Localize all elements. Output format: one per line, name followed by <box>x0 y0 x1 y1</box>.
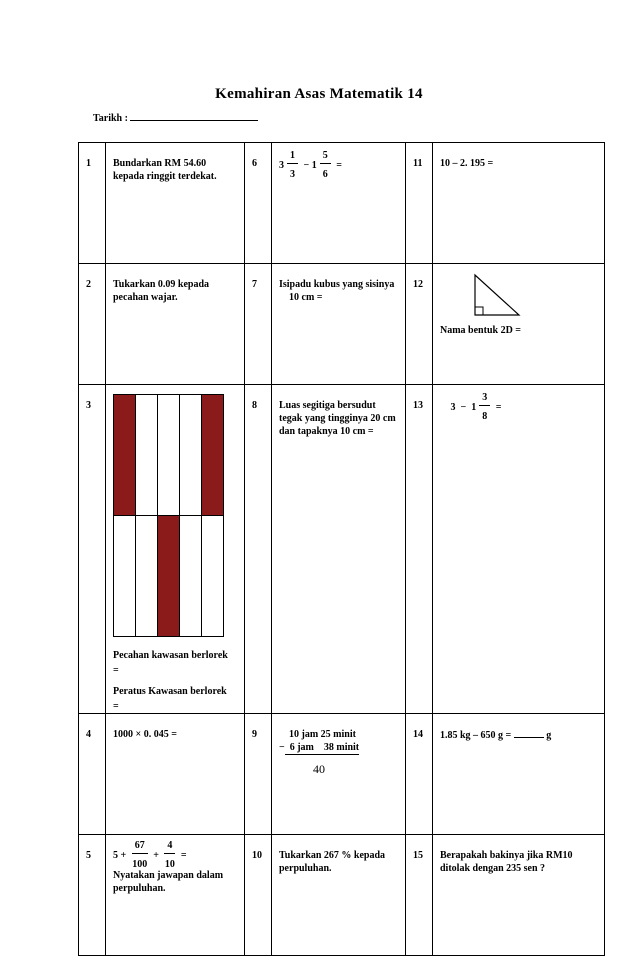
question-15-cell[interactable] <box>433 835 605 956</box>
q6-minus: − <box>303 159 310 171</box>
question-9-line2 <box>279 741 399 755</box>
question-11-cell[interactable] <box>433 143 605 264</box>
question-2-text-line1: Tukarkan 0.09 kepada <box>113 279 210 290</box>
q13-equals: = <box>495 401 502 413</box>
grid-cell <box>180 395 202 516</box>
question-number: 7 <box>245 264 272 385</box>
q6-f2-denominator: 6 <box>322 169 328 180</box>
question-9-line1: 10 jam 25 minit <box>289 729 356 740</box>
question-row <box>79 143 605 264</box>
question-7-text-line1: Isipadu kubus yang sisinya <box>279 279 395 290</box>
answer-blank[interactable] <box>514 728 544 738</box>
q6-fraction-1 <box>287 149 298 182</box>
question-8-text-line2: tegak yang tingginya 20 cm <box>279 413 396 424</box>
worksheet-title: Kemahiran Asas Matematik 14 <box>215 86 423 102</box>
q6-f1-numerator: 1 <box>287 149 298 164</box>
question-number: 15 <box>406 835 433 956</box>
q13-fraction <box>479 391 490 424</box>
question-1-text-line2: kepada ringgit terdekat. <box>113 171 217 182</box>
question-12-cell[interactable] <box>433 264 605 385</box>
question-row <box>79 385 605 714</box>
question-number: 10 <box>245 835 272 956</box>
question-3-text-line3: Peratus Kawasan berlorek <box>113 686 227 697</box>
question-10-text-line2: perpuluhan. <box>279 863 332 874</box>
q6-equals: = <box>336 159 342 171</box>
q5-lead: 5 + <box>113 849 127 861</box>
question-2-text-line2: pecahan wajar. <box>113 292 178 303</box>
grid-cell <box>136 395 158 516</box>
question-13-cell[interactable] <box>433 385 605 714</box>
question-3-text-line2: = <box>113 665 119 676</box>
q13-numerator: 3 <box>479 391 490 406</box>
shaded-grid <box>113 394 224 637</box>
grid-cell <box>202 516 224 637</box>
q6-f2-numerator: 5 <box>320 149 331 164</box>
q5-plus: + <box>153 849 159 861</box>
question-5-cell[interactable] <box>106 835 245 956</box>
question-number: 11 <box>406 143 433 264</box>
q13-whole-2: 1 <box>471 401 477 413</box>
grid-cell-shaded <box>202 395 224 516</box>
q13-denominator: 8 <box>482 411 488 422</box>
question-5-text-line2: perpuluhan. <box>113 883 166 894</box>
question-number: 9 <box>245 714 272 835</box>
grid-cell-shaded <box>114 395 136 516</box>
date-label: Tarikh : <box>93 113 128 124</box>
question-8-cell[interactable] <box>272 385 406 714</box>
q5-f2-denominator: 10 <box>164 859 175 870</box>
question-7-text-line2: 10 cm = <box>289 292 323 303</box>
question-5-text-line1: Nyatakan jawapan dalam <box>113 870 224 881</box>
question-3-text-line4: = <box>113 701 119 712</box>
question-6-cell[interactable] <box>272 143 406 264</box>
question-number: 6 <box>245 143 272 264</box>
question-1-text-line1: Bundarkan RM 54.60 <box>113 158 207 169</box>
question-4-text: 1000 × 0. 045 = <box>113 729 177 740</box>
question-15-text-line1: Berapakah bakinya jika RM10 <box>440 850 573 861</box>
q6-whole-1: 3 <box>279 159 284 171</box>
question-14-text: 1.85 kg – 650 g = <box>440 730 512 741</box>
grid-cell <box>114 516 136 637</box>
question-2-cell[interactable] <box>106 264 245 385</box>
q5-expression <box>113 839 238 869</box>
question-number: 2 <box>79 264 106 385</box>
question-number: 14 <box>406 714 433 835</box>
question-row <box>79 835 605 956</box>
question-3-text-line1: Pecahan kawasan berlorek <box>113 650 228 661</box>
q5-f2-numerator: 4 <box>164 839 175 854</box>
question-14-unit: g <box>546 730 552 741</box>
q5-fraction-2 <box>164 839 175 872</box>
question-11-text: 10 – 2. 195 = <box>440 158 494 169</box>
question-number: 12 <box>406 264 433 385</box>
q5-fraction-1 <box>132 839 148 872</box>
date-blank-line[interactable] <box>130 111 258 121</box>
q9-minus-sign: − <box>279 742 285 753</box>
grid-cell-shaded <box>158 516 180 637</box>
right-triangle-shape <box>472 273 522 318</box>
question-15-text-line2: ditolak dengan 235 sen ? <box>440 863 546 874</box>
question-table <box>78 142 605 956</box>
question-number: 5 <box>79 835 106 956</box>
grid-cell <box>136 516 158 637</box>
question-8-text-line3: dan tapaknya 10 cm = <box>279 426 374 437</box>
q13-minus: − <box>460 401 467 413</box>
question-number: 3 <box>79 385 106 714</box>
question-3-cell[interactable] <box>106 385 245 714</box>
q5-equals: = <box>180 849 187 861</box>
q6-whole-2: 1 <box>311 159 317 171</box>
question-number: 1 <box>79 143 106 264</box>
grid-cell <box>180 516 202 637</box>
question-number: 4 <box>79 714 106 835</box>
grid-cell <box>158 395 180 516</box>
q13-whole-1: 3 <box>450 401 456 413</box>
q9-subtrahend: 6 jam 38 minit <box>284 742 360 753</box>
question-number: 8 <box>245 385 272 714</box>
date-field <box>93 111 258 124</box>
question-row <box>79 264 605 385</box>
q6-fraction-2 <box>320 149 331 182</box>
q5-f1-numerator: 67 <box>132 839 148 854</box>
question-7-cell[interactable] <box>272 264 406 385</box>
question-12-text: Nama bentuk 2D = <box>440 325 521 336</box>
question-number: 13 <box>406 385 433 714</box>
q6-f1-denominator: 3 <box>290 169 295 180</box>
question-10-text-line1: Tukarkan 267 % kepada <box>279 850 386 861</box>
page-number: 40 <box>313 762 325 776</box>
question-8-text-line1: Luas segitiga bersudut <box>279 400 376 411</box>
question-10-cell[interactable] <box>272 835 406 956</box>
question-1-cell[interactable] <box>106 143 245 264</box>
q5-f1-denominator: 100 <box>132 859 148 870</box>
